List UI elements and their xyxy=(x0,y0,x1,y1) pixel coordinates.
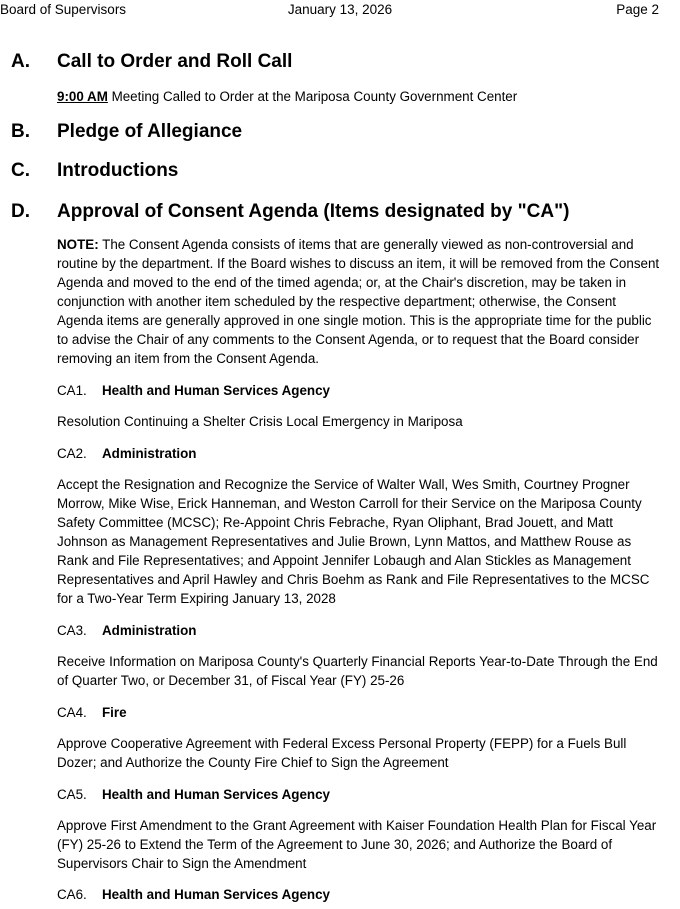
section-title: Approval of Consent Agenda (Items designated by "CA") xyxy=(57,201,570,222)
roll-call-line xyxy=(57,87,665,106)
note-text: The Consent Agenda consists of items that are generally viewed as non-controversial and routine by the department. If the Board wishes to discuss an item, it will be removed from the Consent Agenda and moved to the end of the timed agenda; or, at the Chair's discretion, may be taken in conjunction with another item scheduled by the respective department; otherwise, the Consent Agenda items are generally approved in one single motion. This is the appropriate time for the public to advise the Chair of any comments to the Consent Agenda, or to request that the Board consider removing an item from the Consent Agenda. xyxy=(57,237,660,366)
section-letter: C. xyxy=(11,160,30,181)
item-code: CA5. xyxy=(57,787,87,802)
item-code: CA1. xyxy=(57,383,87,398)
section-letter: A. xyxy=(11,51,30,72)
item-code: CA3. xyxy=(57,623,87,638)
item-code: CA4. xyxy=(57,705,87,720)
consent-agenda-note xyxy=(57,235,665,368)
item-department: Administration xyxy=(102,623,197,638)
item-code: CA6. xyxy=(57,887,87,902)
section-title: Introductions xyxy=(57,160,179,181)
header-page-number: Page 2 xyxy=(616,2,659,17)
agenda-item-ca6 xyxy=(57,887,330,902)
item-description-ca1: Resolution Continuing a Shelter Crisis Local Emergency in Mariposa xyxy=(57,414,463,429)
meeting-time: 9:00 AM xyxy=(57,89,108,104)
item-code: CA2. xyxy=(57,446,87,461)
item-department: Health and Human Services Agency xyxy=(102,787,330,802)
item-department: Health and Human Services Agency xyxy=(102,887,330,902)
item-description-ca4: Approve Cooperative Agreement with Federal Excess Personal Property (FEPP) for a Fuels Bull Dozer; and Authorize the County Fire Chief to Sign the Agreement xyxy=(57,736,627,770)
agenda-item-ca4 xyxy=(57,705,127,720)
agenda-item-ca2 xyxy=(57,446,196,461)
agenda-item-ca5 xyxy=(57,787,330,802)
item-department: Health and Human Services Agency xyxy=(102,383,330,398)
agenda-item-ca3 xyxy=(57,623,196,638)
agenda-item-ca1 xyxy=(57,383,330,398)
section-letter: D. xyxy=(11,201,30,222)
item-description-ca2: Accept the Resignation and Recognize the Service of Walter Wall, Wes Smith, Courtney Progner Morrow, Mike Wise, Erick Hanneman, and Weston Carroll for their Service on the Mariposa County Safety Committee (MCSC); Re-Appoint Chris Febrache, Ryan Oliphant, Brad Jouett, and Matt Johnson as Management Representatives and Julie Brown, Lynn Mattos, and Matthew Rouse as Rank and File Representatives; and Appoint Jennifer Lobaugh and Alan Stickles as Management Representatives and April Hawley and Chris Boehm as Rank and File Representatives to the MCSC for a Two-Year Term Expiring January 13, 2028 xyxy=(57,477,650,606)
item-department: Fire xyxy=(102,705,127,720)
item-department: Administration xyxy=(102,446,197,461)
section-title: Call to Order and Roll Call xyxy=(57,51,293,72)
item-description-ca3: Receive Information on Mariposa County's Quarterly Financial Reports Year-to-Date Through the End of Quarter Two, or December 31, of Fiscal Year (FY) 25-26 xyxy=(57,654,658,688)
header-date: January 13, 2026 xyxy=(287,2,393,17)
note-label: NOTE: xyxy=(57,237,99,252)
section-letter: B. xyxy=(11,121,30,142)
section-title: Pledge of Allegiance xyxy=(57,121,243,142)
header-board-name: Board of Supervisors xyxy=(0,2,127,17)
roll-call-text: Meeting Called to Order at the Mariposa County Government Center xyxy=(107,89,518,104)
item-description-ca5: Approve First Amendment to the Grant Agreement with Kaiser Foundation Health Plan for Fiscal Year (FY) 25-26 to Extend the Term of the Agreement to June 30, 2026; and Authorize the Board of Supervisors Chair to Sign the Amendment xyxy=(57,818,657,871)
